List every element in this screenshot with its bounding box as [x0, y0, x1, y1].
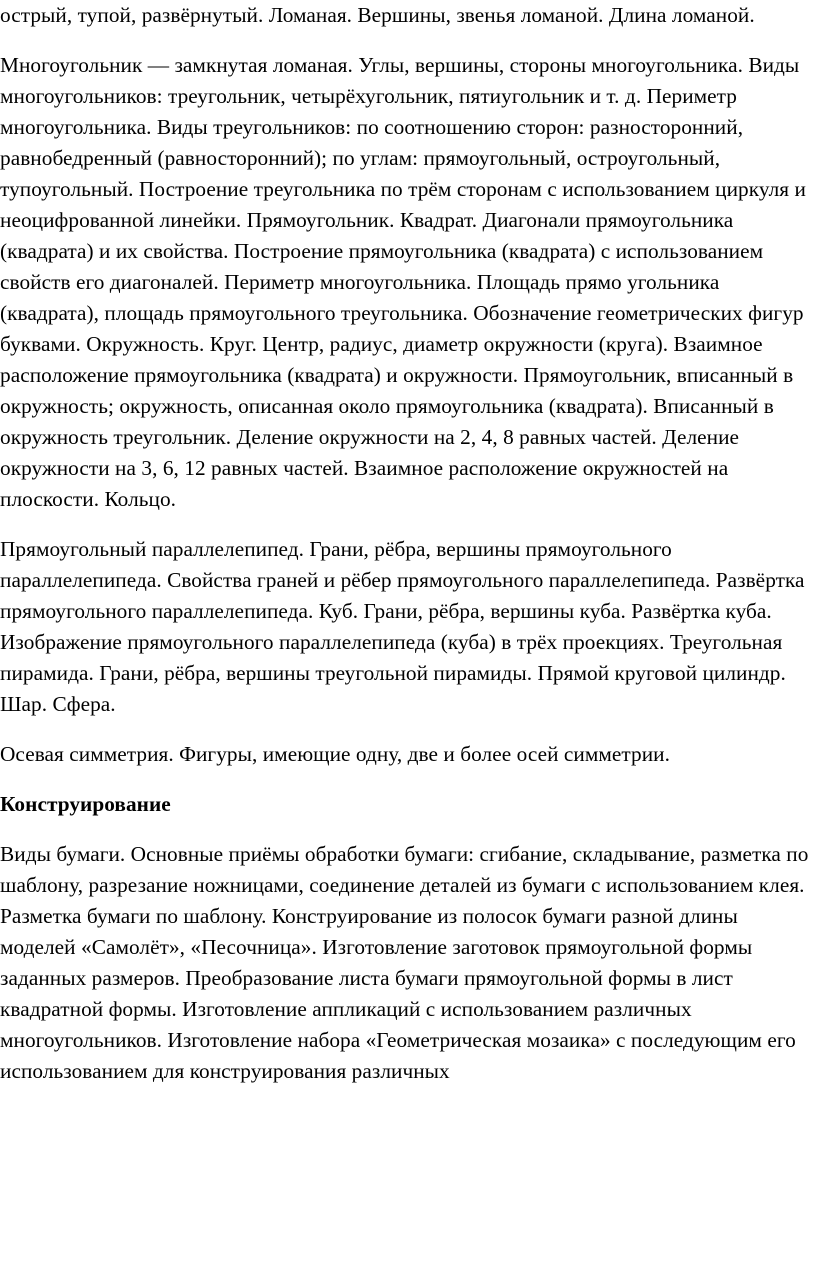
section-heading: Конструирование [0, 792, 171, 816]
paragraph-broken-line: острый, тупой, развёрнутый. Ломаная. Вершины, звенья ломаной. Длина ломаной. [0, 3, 755, 27]
paragraph-gap [0, 31, 816, 50]
paragraph-construction: Виды бумаги. Основные приёмы обработки бумаги: сгибание, складывание, разметка по шаблону, разрезание ножницами, соединение деталей из бумаги с использованием клея. Разметка бумаги по шаблону. Конструирование из полосок бумаги разной длины моделей «Самолёт», «Песочница». Изготовление заготовок прямоугольной формы заданных размеров. Преобразование листа бумаги прямоугольной формы в лист квадратной формы. Изготовление аппликаций с использованием различных многоугольников. Изготовление набора «Геометрическая мозаика» с последующим его использованием для конструирования различных [0, 842, 809, 1083]
paragraph-gap [0, 770, 816, 789]
paragraph-gap [0, 720, 816, 739]
paragraph-gap [0, 820, 816, 839]
paragraph-symmetry: Осевая симметрия. Фигуры, имеющие одну, две и более осей симметрии. [0, 742, 670, 766]
paragraph-gap [0, 515, 816, 534]
paragraph-solids: Прямоугольный параллелепипед. Грани, рёбра, вершины прямоугольного параллелепипеда. Свойства граней и рёбер прямоугольного параллелепипеда. Развёртка прямоугольного параллелепипеда. Куб. Грани, рёбра, вершины куба. Развёртка куба. Изображение прямоугольного параллелепипеда (куба) в трёх проекциях. Треугольная пирамида. Грани, рёбра, вершины треугольной пирамиды. Прямой круговой цилиндр. Шар. Сфера. [0, 537, 805, 716]
paragraph-polygons: Многоугольник — замкнутая ломаная. Углы, вершины, стороны многоугольника. Виды многоугольников: треугольник, четырёхугольник, пятиугольник и т. д. Периметр многоугольника. Виды треугольников: по соотношению сторон: разносторонний, равнобедренный (равносторонний); по углам: прямоугольный, остроугольный, тупоугольный. Построение треугольника по трём сторонам с использованием циркуля и неоцифрованной линейки. Прямоугольник. Квадрат. Диагонали прямоугольника (квадрата) и их свойства. Построение прямоугольника (квадрата) с использованием свойств его диагоналей. Периметр многоугольника. Площадь прямо угольника (квадрата), площадь прямоугольного треугольника. Обозначение геометрических фигур буквами. Окружность. Круг. Центр, радиус, диаметр окружности (круга). Взаимное расположение прямоугольника (квадрата) и окружности. Прямоугольник, вписанный в окружность; окружность, описанная около прямоугольника (квадрата). Вписанный в окружность треугольник. Деление окружности на 2, 4, 8 равных частей. Деление окружности на 3, 6, 12 равных частей. Взаимное расположение окружностей на плоскости. Кольцо. [0, 53, 806, 511]
